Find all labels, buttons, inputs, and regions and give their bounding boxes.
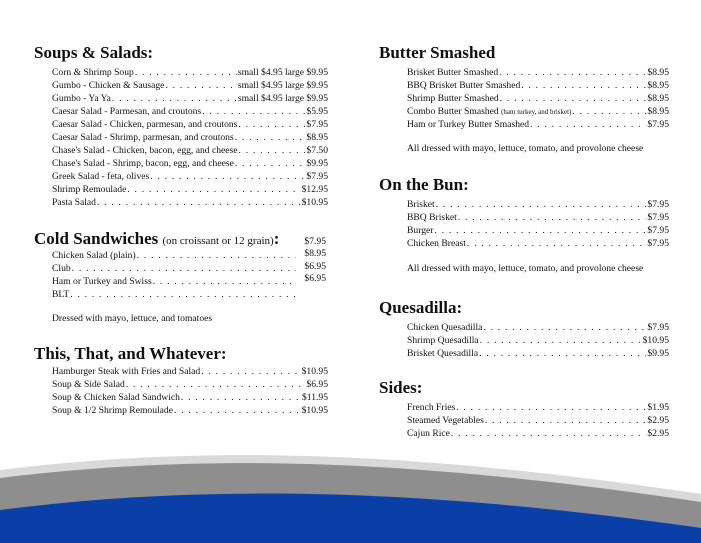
item-name: Greek Salad - feta, olives	[52, 171, 150, 182]
item-name: BBQ Brisket	[407, 212, 457, 223]
item-price: $7.95	[306, 119, 328, 130]
item-price: $12.95	[301, 184, 328, 195]
dot-leader	[483, 322, 646, 334]
item-name: BBQ Brisket Butter Smashed	[407, 80, 521, 91]
item-price: small $4.95 large $9.95	[237, 67, 328, 78]
bun-note: All dressed with mayo, lettuce, tomato, and provolone cheese	[407, 263, 644, 274]
item-price: $8.95	[647, 80, 669, 91]
menu-item	[52, 250, 297, 262]
item-price: $10.95	[642, 335, 669, 346]
item-price: $7.95	[647, 225, 669, 236]
dot-leader	[521, 80, 646, 92]
dot-leader	[458, 212, 647, 224]
item-name: Chicken Breast	[407, 238, 466, 249]
item-price: $11.95	[301, 392, 328, 403]
menu-item	[407, 402, 669, 414]
item-name: Soup & Chicken Salad Sandwich	[52, 392, 180, 403]
menu-item	[407, 225, 669, 237]
item-price: $2.95	[647, 428, 669, 439]
item-price: $8.95	[306, 132, 328, 143]
menu-item	[52, 132, 328, 144]
menu-item	[407, 67, 669, 79]
menu-item	[407, 93, 669, 105]
item-name: Shrimp Remoulade	[52, 184, 127, 195]
item-name: Gumbo - Ya Ya	[52, 93, 111, 104]
dot-leader	[238, 119, 305, 131]
dot-leader	[112, 93, 237, 105]
item-price: small $4.95 large $9.95	[237, 93, 328, 104]
item-price: $7.95	[306, 171, 328, 182]
item-name: Pasta Salad	[52, 197, 96, 208]
item-price: $9.95	[647, 348, 669, 359]
dot-leader	[480, 335, 642, 347]
item-name: Chicken Salad (plain)	[52, 250, 136, 261]
menu-item	[52, 184, 328, 196]
menu-item	[407, 238, 669, 250]
butter-note: All dressed with mayo, lettuce, tomato, and provolone cheese	[407, 143, 644, 154]
item-price: $7.95	[647, 212, 669, 223]
item-name-text: Combo Butter Smashed	[407, 106, 499, 117]
item-price: $7.95	[304, 236, 326, 247]
item-price: $6.95	[306, 379, 328, 390]
dot-leader	[165, 80, 236, 92]
item-name: Club	[52, 263, 71, 274]
menu-item	[52, 197, 328, 209]
item-price: $5.95	[306, 106, 328, 117]
menu-item	[407, 428, 669, 440]
menu-item	[407, 335, 669, 347]
cold-sandwiches-heading	[34, 229, 279, 251]
cold-colon: :	[273, 229, 280, 248]
item-price: $8.95	[647, 67, 669, 78]
menu-item	[52, 67, 328, 79]
soups-salads-heading: Soups & Salads:	[34, 43, 154, 62]
footer-wave-graphic	[0, 440, 701, 543]
dot-leader	[467, 238, 647, 250]
item-price: $8.95	[647, 93, 669, 104]
item-name: Soup & 1/2 Shrimp Remoulade	[52, 405, 173, 416]
item-name: Gumbo - Chicken & Sausage	[52, 80, 165, 91]
item-price: $10.95	[301, 197, 328, 208]
item-name: Chase's Salad - Shrimp, bacon, egg, and cheese	[52, 158, 234, 169]
menu-item	[52, 263, 297, 275]
dot-leader	[126, 379, 306, 391]
item-name: Shrimp Quesadilla	[407, 335, 479, 346]
item-name: Soup & Side Salad	[52, 379, 125, 390]
item-price: small $4.95 large $9.95	[237, 80, 328, 91]
menu-item	[407, 199, 669, 211]
item-price: $6.95	[304, 261, 326, 272]
quesadilla-heading: Quesadilla:	[379, 298, 463, 317]
dot-leader	[500, 93, 647, 105]
dot-leader	[97, 197, 301, 209]
menu-item	[52, 119, 328, 131]
dot-leader	[202, 106, 305, 118]
item-name: Chicken Quesadilla	[407, 322, 483, 333]
item-price: $1.95	[647, 402, 669, 413]
item-name: Hamburger Steak with Fries and Salad	[52, 366, 201, 377]
menu-item	[52, 80, 328, 92]
cold-title: Cold Sandwiches	[34, 229, 159, 248]
item-price: $6.95	[304, 273, 326, 284]
item-price: $7.95	[647, 238, 669, 249]
item-name	[407, 106, 571, 118]
item-name: Ham or Turkey and Swiss	[52, 276, 152, 287]
cold-subtitle: (on croissant or 12 grain)	[162, 235, 274, 247]
item-price: $8.95	[647, 106, 669, 117]
item-price: $9.95	[306, 158, 328, 169]
menu-item	[407, 80, 669, 92]
item-name: Caesar Salad - Shrimp, parmesan, and croutons	[52, 132, 234, 143]
menu-item	[52, 289, 300, 301]
dot-leader	[135, 67, 237, 79]
on-the-bun-heading: On the Bun:	[379, 175, 469, 194]
item-price: $7.95	[647, 322, 669, 333]
dot-leader	[201, 366, 300, 378]
dot-leader	[479, 348, 646, 360]
dot-leader	[235, 158, 306, 170]
menu-item	[407, 415, 669, 427]
dot-leader	[235, 132, 306, 144]
dot-leader	[436, 199, 647, 211]
item-name: Steamed Vegetables	[407, 415, 484, 426]
menu-item	[52, 158, 328, 170]
dot-leader	[70, 289, 299, 301]
item-detail: (ham turkey, and brisket)	[501, 108, 572, 116]
menu-item	[52, 145, 328, 157]
cold-note: Dressed with mayo, lettuce, and tomatoes	[52, 313, 213, 324]
item-name: Burger	[407, 225, 434, 236]
menu-item	[407, 348, 669, 360]
dot-leader	[451, 428, 647, 440]
dot-leader	[499, 67, 646, 79]
item-price: $8.95	[304, 248, 326, 259]
item-name: Ham or Turkey Butter Smashed	[407, 119, 530, 130]
this-that-heading: This, That, and Whatever:	[34, 344, 227, 363]
menu-item	[407, 106, 669, 118]
dot-leader	[456, 402, 646, 414]
item-price: $7.95	[647, 199, 669, 210]
dot-leader	[485, 415, 647, 427]
menu-item	[407, 212, 669, 224]
menu-item	[52, 392, 328, 404]
item-price: $10.95	[301, 366, 328, 377]
menu-item	[52, 405, 328, 417]
item-name: Caesar Salad - Parmesan, and croutons	[52, 106, 202, 117]
dot-leader	[181, 392, 301, 404]
item-name: Brisket	[407, 199, 435, 210]
item-price: $7.95	[647, 119, 669, 130]
dot-leader	[530, 119, 646, 131]
item-name: Caesar Salad - Chicken, parmesan, and croutons	[52, 119, 238, 130]
dot-leader	[72, 263, 296, 275]
menu-item	[407, 322, 669, 334]
dot-leader	[174, 405, 301, 417]
menu-item	[52, 276, 297, 288]
dot-leader	[239, 145, 306, 157]
item-name: Shrimp Butter Smashed	[407, 93, 499, 104]
dot-leader	[127, 184, 300, 196]
menu-item	[407, 119, 669, 131]
menu-item	[52, 171, 328, 183]
item-name: Chase's Salad - Chicken, bacon, egg, and cheese	[52, 145, 238, 156]
menu-item	[52, 93, 328, 105]
item-name: French Fries	[407, 402, 456, 413]
dot-leader	[153, 276, 296, 288]
sides-heading: Sides:	[379, 378, 423, 397]
item-name: Brisket Quesadilla	[407, 348, 479, 359]
item-name: Brisket Butter Smashed	[407, 67, 499, 78]
item-name: BLT	[52, 289, 70, 300]
item-name: Cajun Rice	[407, 428, 450, 439]
menu-item	[52, 366, 328, 378]
dot-leader	[137, 250, 296, 262]
dot-leader	[572, 106, 646, 118]
menu-item	[52, 379, 328, 391]
item-price: $2.95	[647, 415, 669, 426]
menu-item	[52, 106, 328, 118]
butter-smashed-heading: Butter Smashed	[379, 43, 496, 62]
dot-leader	[150, 171, 305, 183]
item-price: $7.50	[306, 145, 328, 156]
item-price: $10.95	[301, 405, 328, 416]
item-name: Corn & Shrimp Soup	[52, 67, 134, 78]
dot-leader	[434, 225, 646, 237]
